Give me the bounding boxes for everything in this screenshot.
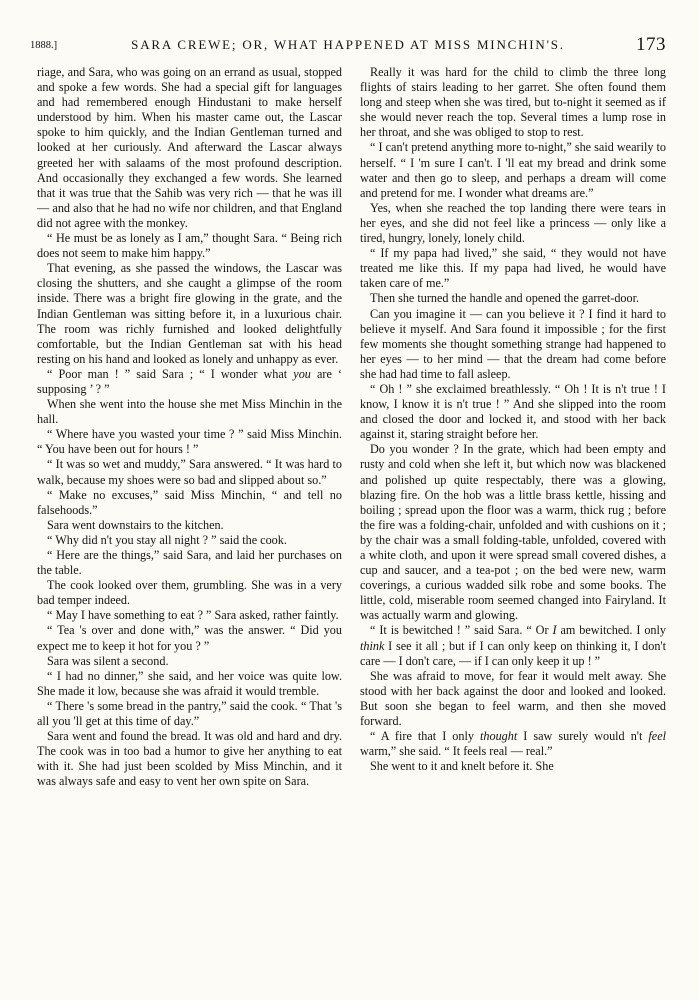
page-number: 173: [636, 34, 666, 55]
header-title: SARA CREWE; OR, WHAT HAPPENED AT MISS MINCHIN'S.: [131, 37, 565, 52]
paragraph: “ I had no dinner,” she said, and her voice was quite low. She made it low, because she was afraid it would tremble.: [37, 668, 342, 698]
paragraph: She was afraid to move, for fear it would melt away. She stood with her back against the door and looked and looked. But soon she began to feel warm, and then she moved forward.: [360, 668, 666, 729]
paragraph: The cook looked over them, grumbling. She was in a very bad temper indeed.: [37, 578, 342, 608]
paragraph: She went to it and knelt before it. She: [370, 759, 554, 774]
paragraph: That evening, as she passed the windows, the Lascar was closing the shutters, and she caught a glimpse of the room inside. There was a bright fire glowing in the grate, and the Indian Gentleman was sitting before it, in a luxurious chair. The room was richly furnished and looked delightfully comfortable, but the Indian Gentleman sat with his head resting on his hand and looked as lonely and unhappy as ever.: [37, 261, 342, 366]
paragraph: “ May I have something to eat ? ” Sara asked, rather faintly.: [47, 608, 339, 623]
paragraph: When she went into the house she met Miss Minchin in the hall.: [37, 397, 342, 427]
paragraph: “ He must be as lonely as I am,” thought Sara. “ Being rich does not seem to make him happy.”: [37, 231, 342, 261]
paragraph: Sara went and found the bread. It was old and hard and dry. The cook was in too bad a humor to give her anything to eat with it. She had just been scolded by Miss Minchin, and it was always safe and easy to vent her own spite on Sara.: [37, 729, 342, 789]
right-column: [360, 65, 666, 774]
left-column: [37, 65, 342, 790]
paragraph: “ It is bewitched ! ” said Sara. “ Or I am bewitched. I only think I see it all ; but if I can only keep on thinking it, I don't care — I don't care, — if I can only keep it up ! ”: [360, 623, 667, 668]
header-year: 1888.]: [30, 40, 58, 51]
paragraph: “ If my papa had lived,” she said, “ they would not have treated me like this. If my papa had lived, he would have taken care of me.”: [360, 246, 666, 291]
paragraph: riage, and Sara, who was going on an errand as usual, stopped and spoke a few words. She had a special gift for languages and had remembered enough Hindustani to make herself understood by him. When his master came out, the Lascar spoke to him quickly, and the Indian Gentleman turned and looked at her curiously. And afterward the Lascar always greeted her with salaams of the most profound description. And occasionally they exchanged a few words. She learned that it was true that the Sahib was very rich — that he was ill — and also that he had no wife nor children, and that England did not agree with the monkey.: [37, 65, 342, 230]
paragraph: Then she turned the handle and opened the garret-door.: [370, 291, 640, 306]
paragraph: “ Poor man ! ” said Sara ; “ I wonder what you are ‘ supposing ’ ? ”: [37, 366, 342, 396]
paragraph: “ It was so wet and muddy,” Sara answered. “ It was hard to walk, because my shoes were so bad and slipped about so.”: [37, 457, 342, 487]
paragraph: Can you imagine it — can you believe it ? I find it hard to believe it myself. And Sara found it impossible ; for the first few moments she thought something strange had happened to her eyes — to her mind — that the dream had come before she had had time to fall asleep.: [360, 306, 666, 381]
paragraph: “ Tea 's over and done with,” was the answer. “ Did you expect me to keep it hot for you ? ”: [37, 623, 342, 653]
paragraph: Yes, when she reached the top landing there were tears in her eyes, and she did not feel like a princess — only like a tired, hungry, lonely, lonely child.: [360, 200, 666, 246]
paragraph: Sara was silent a second.: [47, 653, 169, 668]
paragraph: “ A fire that I only thought I saw surely would n't feel warm,” she said. “ It feels real — real.”: [360, 729, 666, 759]
running-header: [30, 34, 666, 54]
paragraph: Sara went downstairs to the kitchen.: [47, 517, 224, 532]
paragraph: “ Oh ! ” she exclaimed breathlessly. “ Oh ! It is n't true ! I know, I know it is n't true ! ” And she slipped into the room and closed the door and locked it, and stood with her back against it, staring straight before her.: [360, 381, 666, 442]
paragraph: Do you wonder ? In the grate, which had been empty and rusty and cold when she left it, but which now was blackened and polished up quite respectably, there was a glowing, blazing fire. On the hob was a little brass kettle, hissing and boiling ; spread upon the floor was a warm, thick rug ; before the fire was a folding-chair, unfolded and with cushions on it ; by the chair was a small folding-table, unfolded, covered with a white cloth, and upon it were spread small covered dishes, a cup and saucer, and a tea-pot ; on the bed were new, warm coverings, a curious wadded silk robe and some books. The little, cold, miserable room seemed changed into Fairyland. It was actually warm and glowing.: [360, 442, 666, 623]
paragraph: “ Why did n't you stay all night ? ” said the cook.: [47, 532, 287, 547]
paragraph: “ I can't pretend anything more to-night,” she said wearily to herself. “ I 'm sure I can't. I 'll eat my bread and drink some water and then go to sleep, and perhaps a dream will come and pretend for me. I wonder what dreams are.”: [360, 140, 666, 200]
paragraph: “ Here are the things,” said Sara, and laid her purchases on the table.: [37, 548, 342, 578]
paragraph: “ Where have you wasted your time ? ” said Miss Minchin. “ You have been out for hours ! ”: [37, 427, 342, 457]
paragraph: “ Make no excuses,” said Miss Minchin, “ and tell no falsehoods.”: [37, 487, 342, 517]
paragraph: “ There 's some bread in the pantry,” said the cook. “ That 's all you 'll get at this time of day.”: [37, 698, 342, 729]
paragraph: Really it was hard for the child to climb the three long flights of stairs leading to her garret. She often found them long and steep when she was tired, but to-night it seemed as if she would never reach the top. Several times a lump rose in her throat, and she was obliged to stop to rest.: [360, 65, 666, 140]
